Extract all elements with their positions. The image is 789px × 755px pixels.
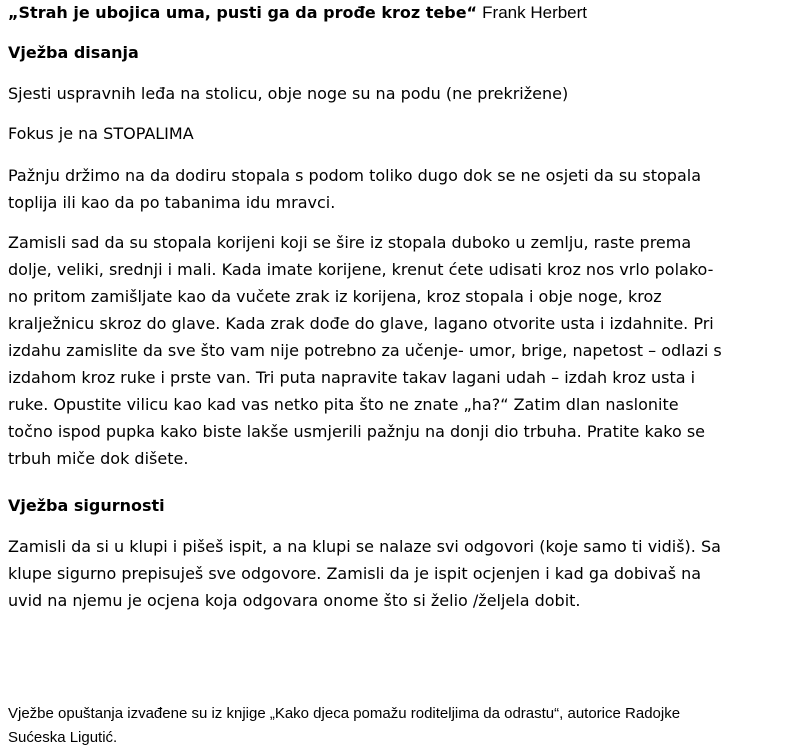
breathing-heading: Vježba disanja xyxy=(8,43,139,62)
text-line: klupe sigurno prepisuješ sve odgovore. Zamisli da je ispit ocjenjen i kad ga dobivaš na xyxy=(8,564,702,583)
text-line: Zamisli sad da su stopala korijeni koji se šire iz stopala duboko u zemlju, raste prema xyxy=(8,233,692,252)
text-line: toplija ili kao da po tabanima idu mravci. xyxy=(8,193,336,212)
breathing-para-4 xyxy=(8,229,722,472)
text-line: ruke. Opustite vilicu kao kad vas netko pita što ne znate „ha?“ Zatim dlan naslonite xyxy=(8,395,679,414)
text-line: točno ispod pupka kako biste lakše usmjerili pažnju na donji dio trbuha. Pratite kako se xyxy=(8,422,706,441)
breathing-para-3 xyxy=(8,162,701,216)
text-line: trbuh miče dok dišete. xyxy=(8,449,189,468)
text-line: uvid na njemu je ocjena koja odgovara onome što si želio /željela dobit. xyxy=(8,591,581,610)
text-line: no pritom zamišljate kao da vučete zrak iz korijena, kroz stopala i obje noge, kroz xyxy=(8,287,662,306)
quote-text: „Strah je ubojica uma, pusti ga da prođe kroz tebe“ xyxy=(8,3,478,22)
text-line: Zamisli da si u klupi i pišeš ispit, a na klupi se nalaze svi odgovori (koje samo ti vidiš). Sa xyxy=(8,537,721,556)
footnote-line: Vježbe opuštanja izvađene su iz knjige „Kako djeca pomažu roditeljima da odrastu“, autorice Radojke xyxy=(8,705,681,722)
text-line: dolje, veliki, srednji i mali. Kada imate korijene, krenut ćete udisati kroz nos vrlo polako- xyxy=(8,260,714,279)
source-footnote xyxy=(8,702,783,750)
text-line: izdahu zamislite da sve što vam nije potrebno za učenje- umor, brige, napetost – odlazi s xyxy=(8,341,722,360)
footnote-line: Sućeska Ligutić. xyxy=(8,729,118,746)
quote-author: Frank Herbert xyxy=(482,3,588,22)
text-line: Pažnju držimo na da dodiru stopala s podom toliko dugo dok se ne osjeti da su stopala xyxy=(8,166,702,185)
breathing-para-1: Sjesti uspravnih leđa na stolicu, obje noge su na podu (ne prekrižene) xyxy=(8,84,569,103)
safety-para xyxy=(8,533,721,614)
quote-line xyxy=(8,0,587,26)
safety-heading: Vježba sigurnosti xyxy=(8,496,165,515)
text-line: kralježnicu skroz do glave. Kada zrak dođe do glave, lagano otvorite usta i izdahnite. Pri xyxy=(8,314,714,333)
text-line: izdahom kroz ruke i prste van. Tri puta napravite takav lagani udah – izdah kroz usta i xyxy=(8,368,696,387)
breathing-para-2: Fokus je na STOPALIMA xyxy=(8,124,194,143)
